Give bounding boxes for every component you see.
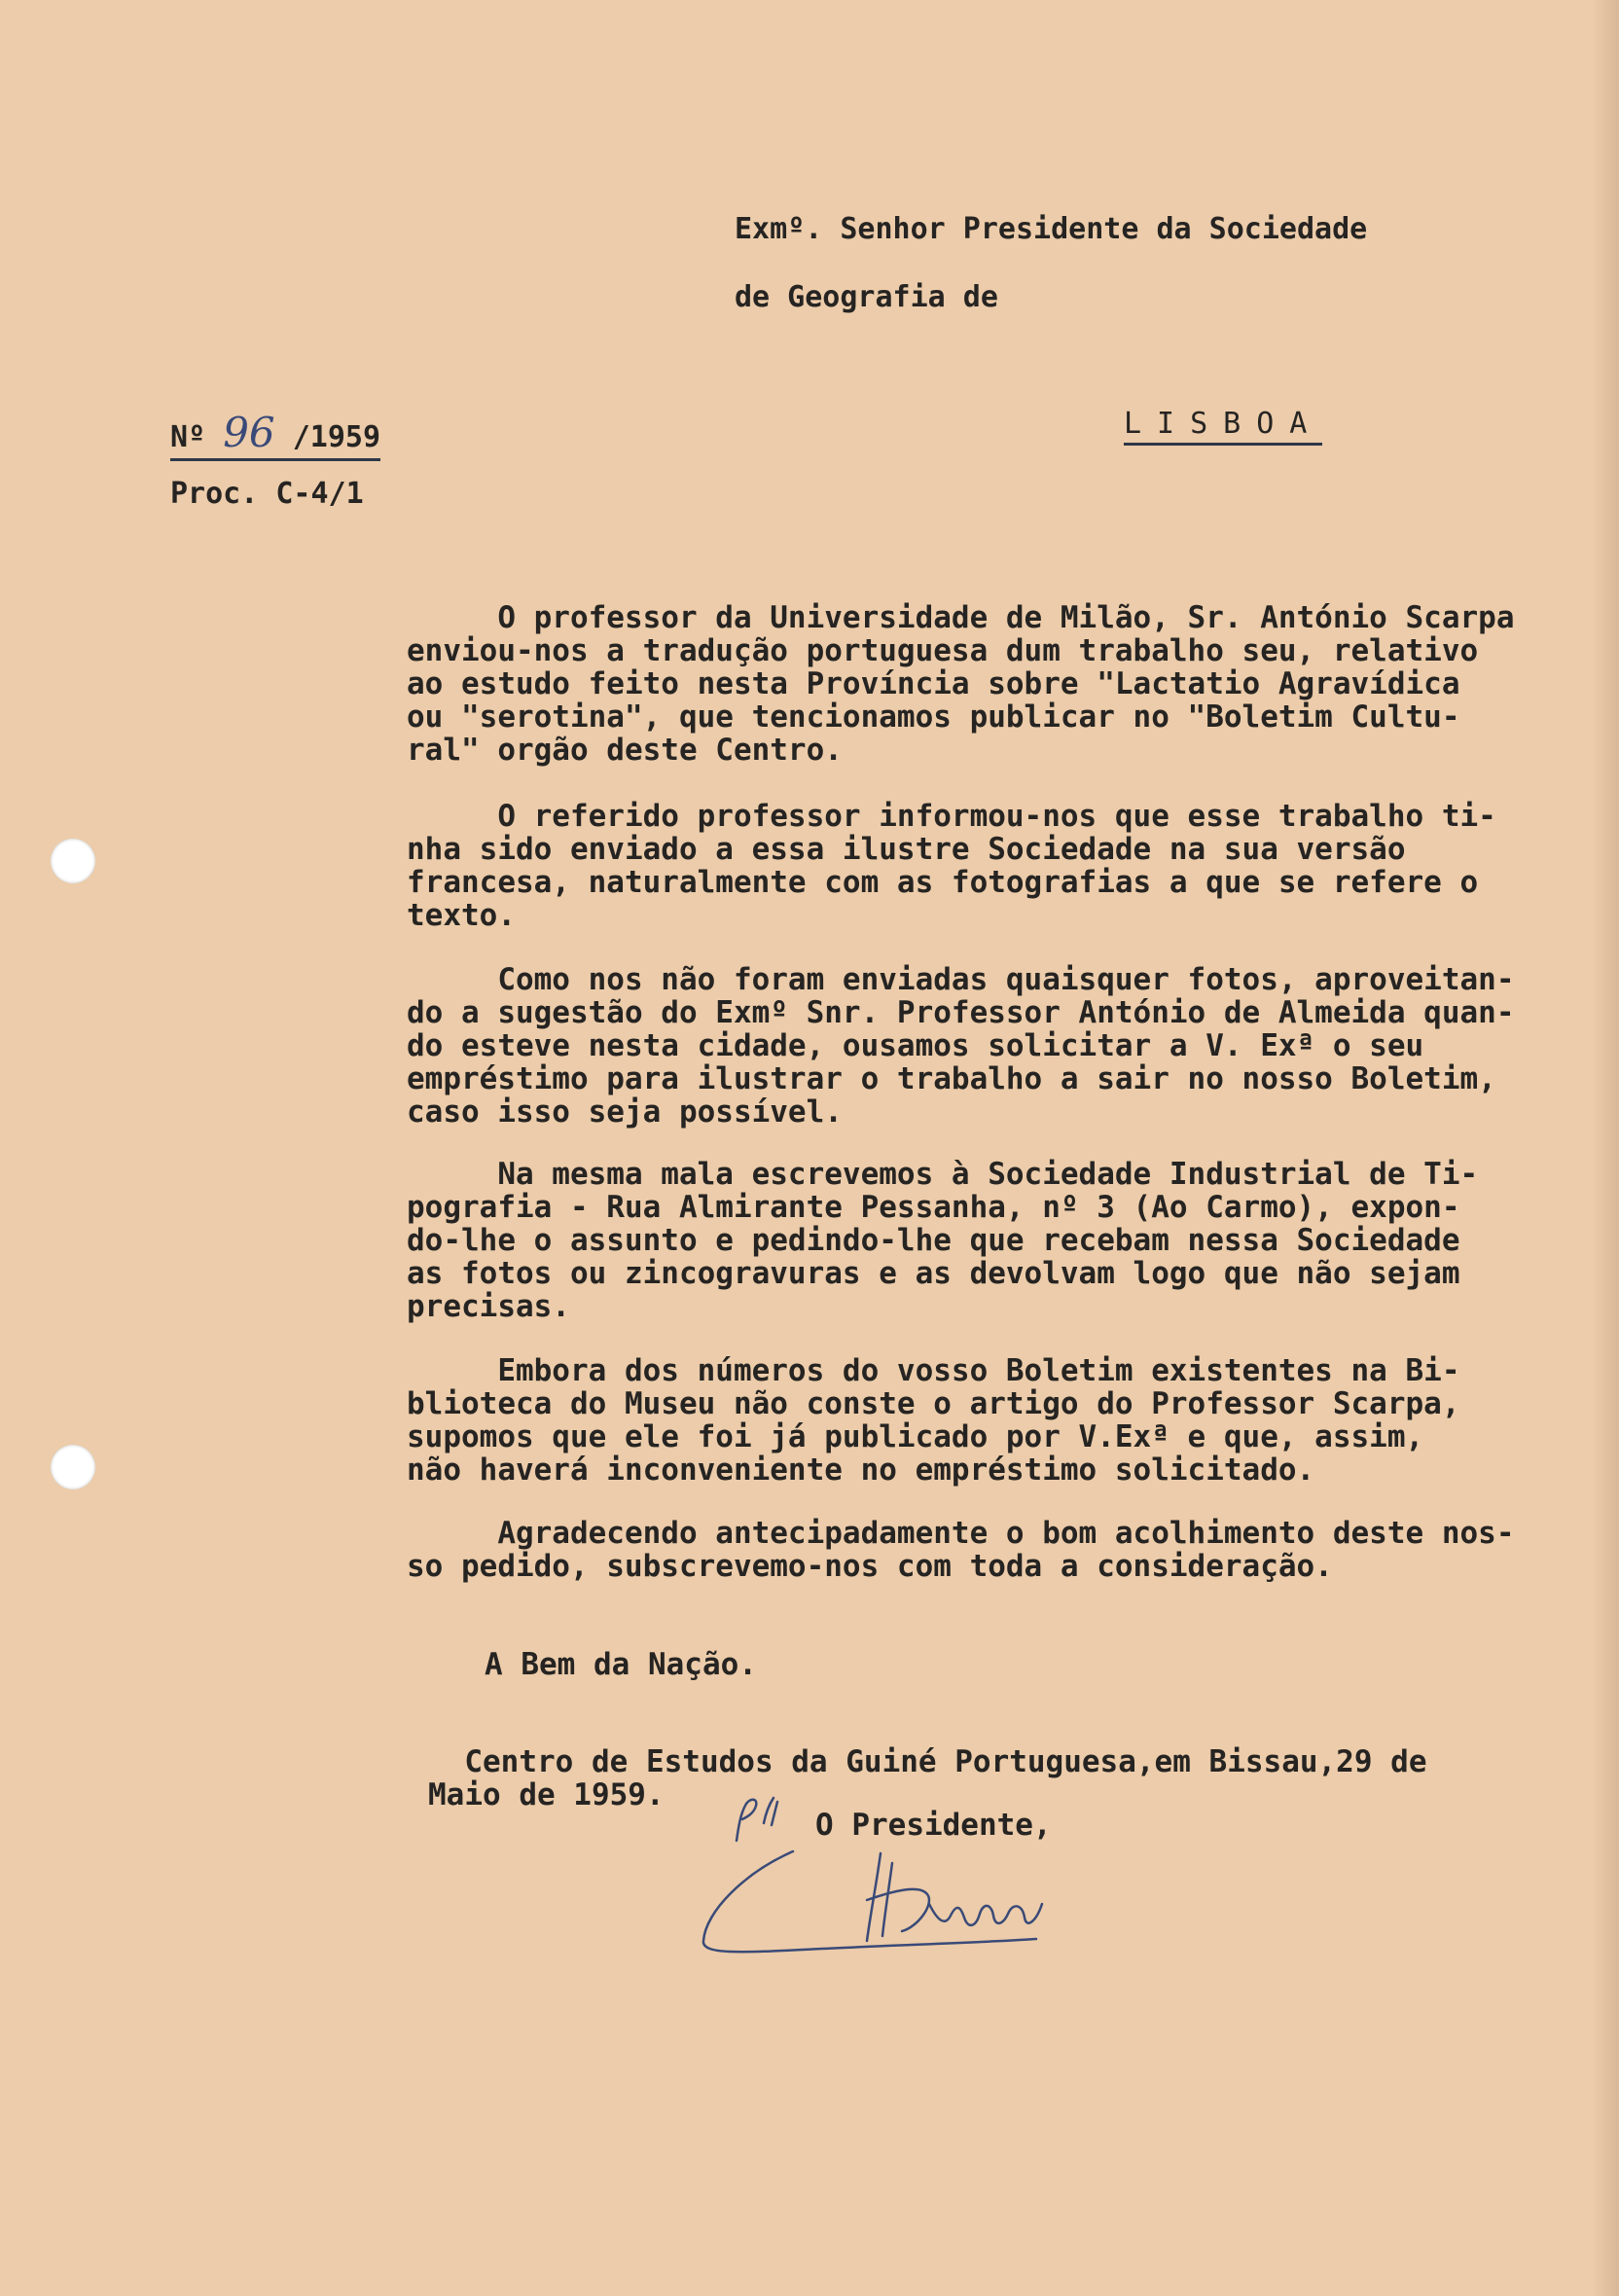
reference-number [170, 409, 380, 461]
signatory-title: O Presidente, [815, 1808, 1052, 1843]
addressee-line-2: de Geografia de [735, 280, 998, 314]
body-paragraph-5: Embora dos números do vosso Boletim existentes na Bi- blioteca do Museu não conste o artigo do Professor Scarpa, supomos que ele foi já publicado por V.Exª e que, assim, não haverá inconveniente no empréstimo solicitado. [407, 1353, 1460, 1488]
handwritten-signature [686, 1834, 1095, 1970]
process-number: Proc. C-4/1 [170, 477, 364, 511]
addressee-line-1: Exmº. Senhor Presidente da Sociedade [735, 212, 1368, 246]
body-paragraph-2: O referido professor informou-nos que esse trabalho ti- nha sido enviado a essa ilustre Sociedade na sua versão francesa, naturalmente com as fotografias a que se refere o texto. [407, 799, 1496, 933]
punch-hole-bottom [51, 1445, 95, 1489]
closing-salutation: A Bem da Nação. [485, 1647, 757, 1682]
reference-number-handwritten: 96 [223, 409, 275, 456]
destination-city: LISBOA [1124, 407, 1322, 446]
place-and-date: Centro de Estudos da Guiné Portuguesa,em Bissau,29 de Maio de 1959. [428, 1744, 1427, 1812]
body-paragraph-6: Agradecendo antecipadamente o bom acolhimento deste nos- so pedido, subscrevemo-nos com toda a consideração. [407, 1516, 1515, 1584]
reference-year: /1959 [274, 420, 381, 454]
body-paragraph-4: Na mesma mala escrevemos à Sociedade Industrial de Ti- pografia - Rua Almirante Pessanha, nº 3 (Ao Carmo), expon- do-lhe o assunto e pedindo-lhe que recebam nessa Sociedade as fotos ou zincogravuras e as devolvam logo que não sejam precisas. [407, 1157, 1479, 1324]
punch-hole-top [51, 839, 95, 883]
body-paragraph-1: O professor da Universidade de Milão, Sr. António Scarpa enviou-nos a tradução portuguesa dum trabalho seu, relativo ao estudo feito nesta Província sobre "Lactatio Agravídica ou "serotina", que tencionamos publicar no "Boletim Cultu- ral" orgão deste Centro. [407, 600, 1515, 768]
reference-prefix: Nº [170, 420, 224, 454]
body-paragraph-3: Como nos não foram enviadas quaisquer fotos, aproveitan- do a sugestão do Exmº Snr. Professor António de Almeida quan- do esteve nesta cidade, ousamos solicitar a V. Exª o seu empréstimo para ilustrar o trabalho a sair no nosso Boletim, caso isso seja possível. [407, 962, 1515, 1130]
page-edge-shadow [1592, 0, 1619, 2296]
